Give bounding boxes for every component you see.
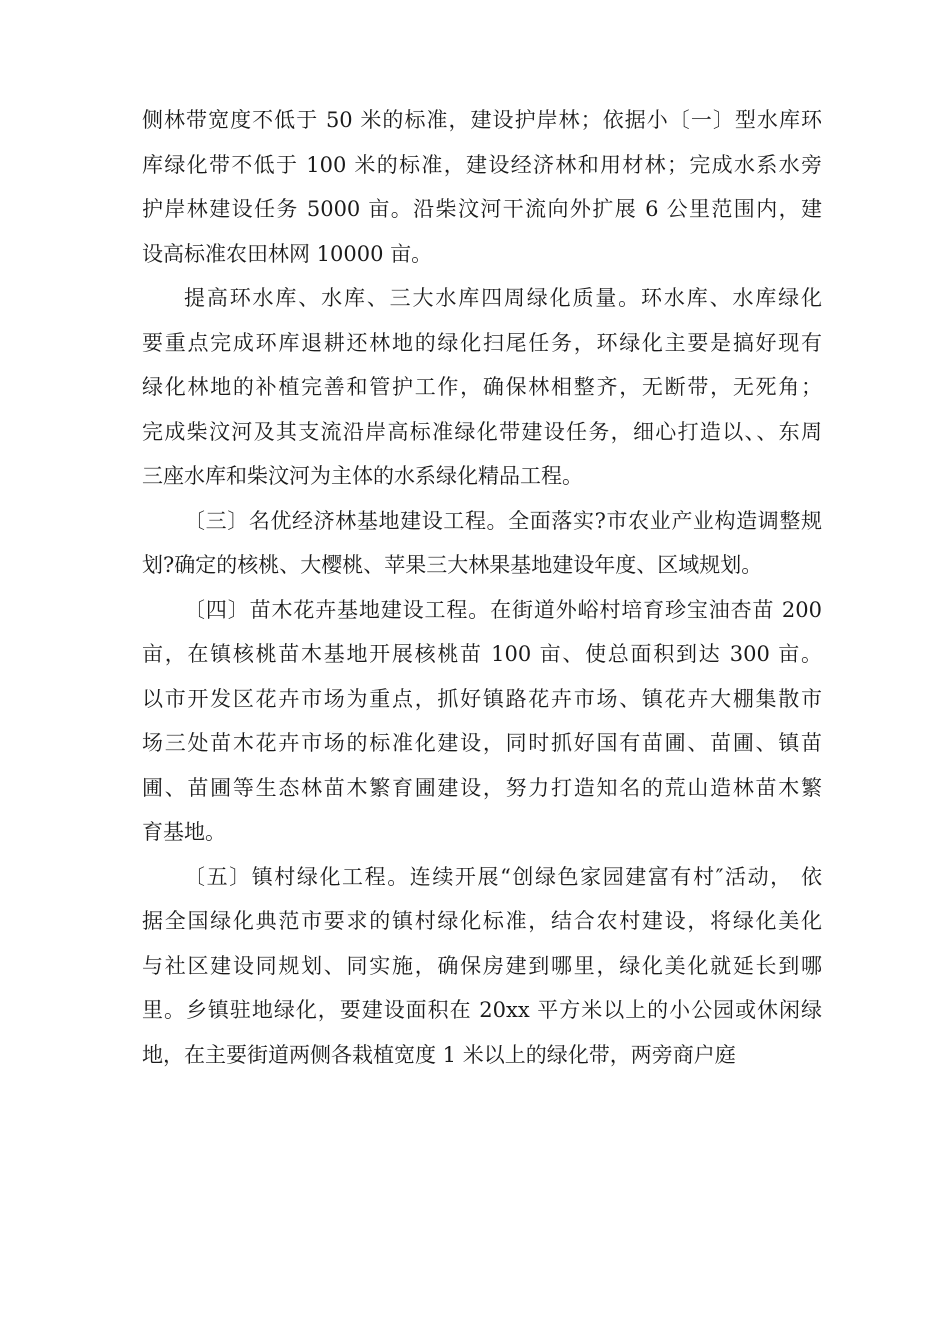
paragraph-economic-forest — [142, 499, 822, 588]
text-line: 护岸林建设任务 5000 亩。沿柴汶河干流向外扩展 6 公里范围内，建 — [142, 197, 822, 221]
text-line: 完成柴汶河及其支流沿岸高标准绿化带建设任务，细心打造以、、东周 — [142, 419, 822, 444]
text-line: 设高标准农田林网 10000 亩。 — [142, 241, 433, 266]
text-line: 侧林带宽度不低于 50 米的标准，建设护岸林；依据小〔一〕型水库环 — [142, 108, 822, 132]
text-line: 圃、苗圃等生态林苗木繁育圃建设，努力打造知名的荒山造林苗木繁 — [142, 775, 822, 800]
text-line: 三座水库和柴汶河为主体的水系绿化精品工程。 — [142, 464, 583, 488]
text-line: 〔五〕镇村绿化工程。连续开展“创绿色家园建富有村″活动， 依 — [184, 864, 822, 889]
paragraph-reservoir-greening — [142, 276, 822, 499]
paragraph-nursery-base — [142, 588, 822, 855]
paragraph-continued-shelterbelt — [142, 98, 822, 276]
text-line: 〔四〕苗木花卉基地建设工程。在街道外峪村培育珍宝油杏苗 200 — [184, 597, 822, 622]
text-line: 以市开发区花卉市场为重点，抓好镇路花卉市场、镇花卉大棚集散市 — [142, 686, 822, 711]
text-line: 要重点完成环库退耕还林地的绿化扫尾任务，环绿化主要是搞好现有 — [142, 330, 822, 355]
text-line: 与社区建设同规划、同实施，确保房建到哪里，绿化美化就延长到哪 — [142, 953, 822, 978]
text-line: 〔三〕名优经济林基地建设工程。全面落实?市农业产业构造调整规 — [184, 508, 822, 533]
text-line: 提高环水库、水库、三大水库四周绿化质量。环水库、水库绿化 — [184, 286, 822, 310]
text-line: 育基地。 — [142, 820, 226, 844]
text-line: 绿化林地的补植完善和管护工作，确保林相整齐，无断带，无死角； — [142, 375, 822, 399]
text-line: 场三处苗木花卉市场的标准化建设，同时抓好国有苗圃、苗圃、镇苗 — [142, 731, 822, 755]
text-line: 里。乡镇驻地绿化，要建设面积在 20xx 平方米以上的小公园或休闲绿 — [142, 998, 822, 1022]
text-line: 划?确定的核桃、大樱桃、苹果三大林果基地建设年度、区域规划。 — [142, 553, 763, 577]
paragraph-village-greening — [142, 855, 822, 1078]
text-line: 库绿化带不低于 100 米的标准，建设经济林和用材林；完成水系水旁 — [142, 152, 822, 177]
text-line: 据全国绿化典范市要求的镇村绿化标准，结合农村建设，将绿化美化 — [142, 909, 822, 933]
text-line: 亩，在镇核桃苗木基地开展核桃苗 100 亩、使总面积到达 300 亩。 — [142, 642, 822, 666]
text-line: 地，在主要街道两侧各栽植宽度 1 米以上的绿化带，两旁商户庭 — [142, 1042, 736, 1067]
document-body — [142, 98, 822, 1077]
